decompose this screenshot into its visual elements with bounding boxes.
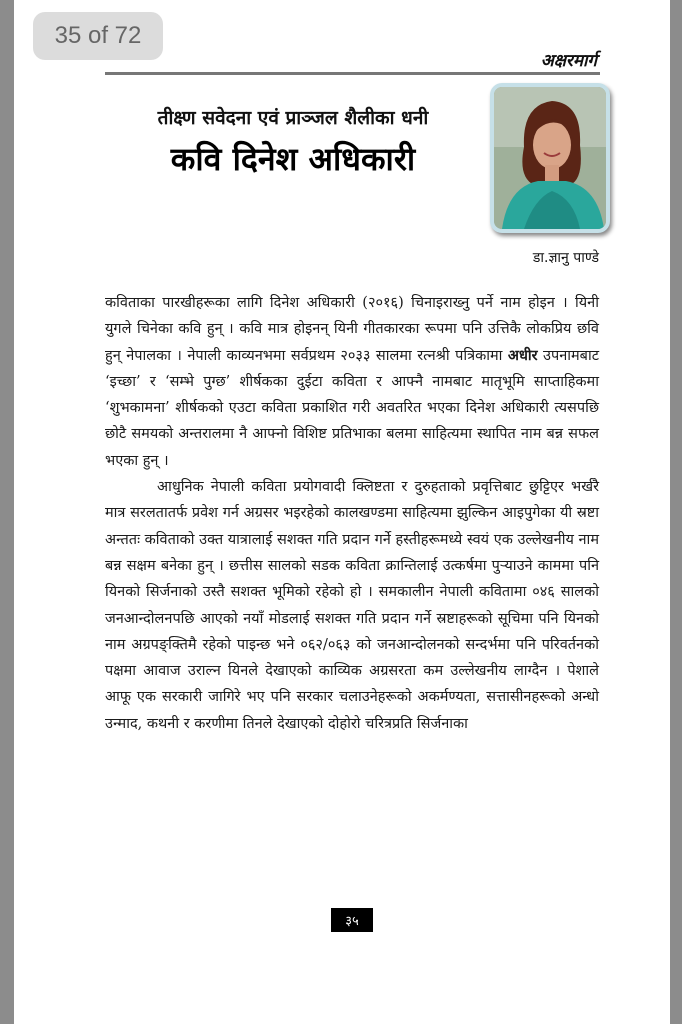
bold-pen-name: अधीर [507, 346, 538, 364]
paragraph [105, 290, 599, 474]
article-title: कवि दिनेश अधिकारी [170, 140, 416, 178]
author-photo [490, 83, 610, 233]
magazine-name: अक्षरमार्ग [540, 51, 597, 71]
portrait-photo-icon [494, 87, 606, 229]
paragraph-text: उपनामबाट ‘इच्छा’ र ‘सम्भे पुग्छ’ शीर्षकका दुईटा कविता र आफ्नै नामबाट मातृभूमि साप्ताहिकमा ‘शुभकामना’ शीर्षकको एउटा कविता प्रकाशित गरी अवतरित भएका दिनेश अधिकारी त्यसपछि छोटै समयको अन्तरालमा नै आफ्नो विशिष्ट प्रतिभाका बलमा साहित्यमा स्थापित नाम बन्न सफल भएका हुन् । [105, 347, 600, 469]
article-body [105, 290, 599, 737]
header-divider [105, 72, 600, 75]
paragraph: आधुनिक नेपाली कविता प्रयोगवादी क्लिष्टता र दुरुहताको प्रवृत्तिबाट छुट्टिएर भर्खरै मात्र सरलतातर्फ प्रवेश गर्न अग्रसर भइरहेको कालखण्डमा साहित्यमा झुल्किन आइपुगेका यी स्रष्टा अन्ततः कविताको उक्त यात्रालाई सशक्त गति प्रदान गर्ने हस्तीहरूमध्ये स्वयं एक उल्लेखनीय नाम बन्न सक्षम बनेका हुन् । छत्तीस सालको सडक कविता क्रान्तिलाई उत्कर्षमा पुऱ्याउने काममा पनि यिनको सिर्जनाको उस्तै सशक्त भूमिको रहेको हो । समकालीन नेपाली कवितामा ०४६ सालको जनआन्दोलनपछि आएको नयाँ मोडलाई सशक्त गति प्रदान गर्ने स्रष्टाहरूको सूचिमा पनि यिनको नाम अग्रपङ्क्तिमै रहेको पाइन्छ भने ०६२/०६३ को जनआन्दोलनको सन्दर्भमा पनि परिवर्तनको पक्षमा आवाज उराल्न यिनले देखाएको काव्यिक अग्रसरता कम उल्लेखनीय लाग्दैन । पेशाले आफू एक सरकारी जागिरे भए पनि सरकार चलाउनेहरूको अकर्मण्यता, सत्तासीनहरूको अन्धो उन्माद, कथनी र करणीमा तिनले देखाएको दोहोरो चरित्रप्रति सिर्जनाका [105, 479, 599, 732]
page-number: ३५ [331, 908, 373, 932]
paragraph-text: कविताका पारखीहरूका लागि दिनेश अधिकारी (२०१६) चिनाइराख्नु पर्ने नाम होइन । यिनी युगले चिनेका कवि हुन् । कवि मात्र होइनन् यिनी गीतकारका रूपमा पनि उत्तिकै लोकप्रिय छवि हुन् नेपालका । नेपाली काव्यनभमा सर्वप्रथम २०३३ सालमा रत्नश्री पत्रिकामा [105, 295, 599, 364]
page-counter-badge: 35 of 72 [33, 12, 163, 60]
article-subtitle: तीक्ष्ण सवेदना एवं प्राञ्जल शैलीका धनी [157, 107, 429, 129]
author-name: डा.ज्ञानु पाण्डे [532, 250, 599, 266]
